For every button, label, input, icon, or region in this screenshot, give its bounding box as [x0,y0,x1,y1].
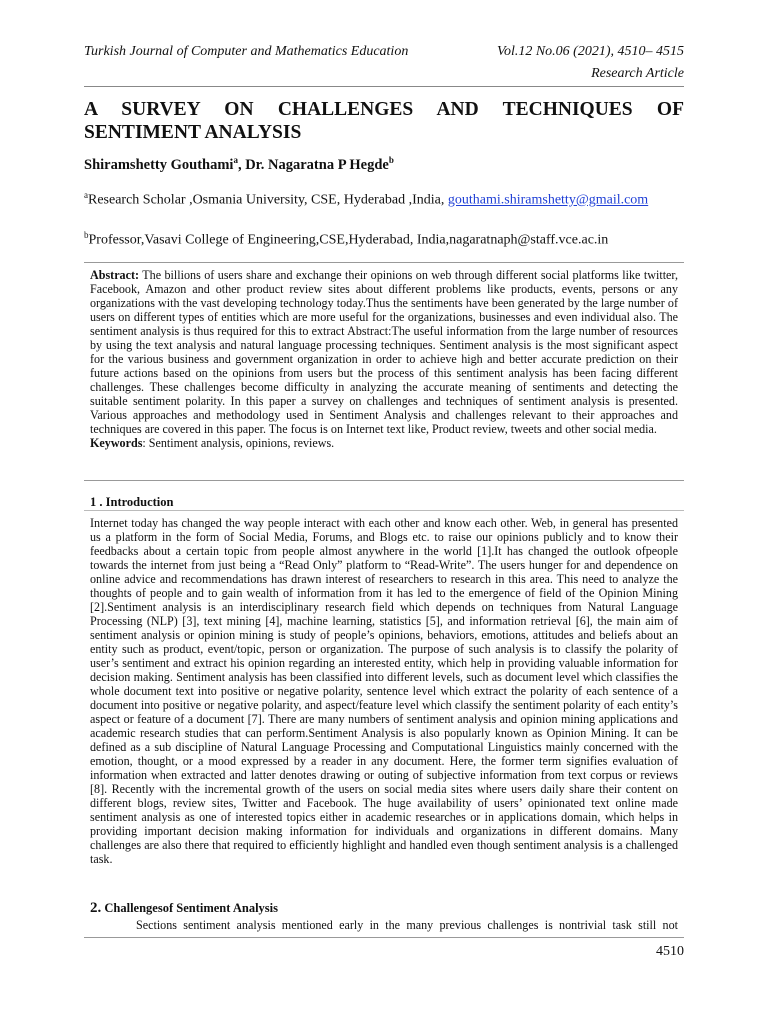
section-2-heading [90,900,278,917]
section-2-number: 2. [90,900,102,916]
paper-title: A SURVEY ON CHALLENGES AND TECHNIQUES OF SENTIMENT ANALYSIS [84,99,684,143]
affiliation-b-superscript: b [84,230,89,240]
affiliation-b [84,230,608,249]
author-1: Shiramshetty Gouthami [84,156,234,173]
abstract-paragraph [90,268,678,436]
affiliation-b-text: Professor,Vasavi College of Engineering,CSE,Hyderabad, India,nagaratnaph@staff.vce.ac.in [88,232,609,248]
section-2-title: Challengesof Sentiment Analysis [104,901,279,915]
journal-name: Turkish Journal of Computer and Mathematics Education [84,44,409,59]
author-email-link[interactable]: gouthami.shiramshetty@gmail.com [447,192,649,208]
author-separator: , [237,156,246,173]
header-rule [84,86,684,87]
running-header [84,44,684,90]
author-line [84,155,394,174]
affiliation-a-text: Research Scholar ,Osmania University, CSE, Hyderabad ,India, [88,192,448,208]
section-2-body: Sections sentiment analysis mentioned early in the many previous challenges is nontrivial task still not [136,918,678,932]
author-2-superscript: b [388,155,394,165]
author-1-superscript: a [233,155,238,165]
footer-rule [84,937,684,938]
section-1-rule [84,510,684,511]
keywords-text: : Sentiment analysis, opinions, reviews. [142,436,335,450]
section-1-body: Internet today has changed the way people interact with each other and know each other. Web, in general has presented us a platform in the form of Social Media, Forums, and Blogs etc. to raise our opinions publicly and to know their feedbacks about a certain topic from people almost anywhere in the world [1].It has changed the outlook ofpeople towards the internet from just being a “Read Only” platform to “Read-Write”. The users hunger for and dependence on online advice and recommendations has drawn interest of researchers to research in this area. This need to analyze the thoughts of people and to gain wealth of information from it has led to the emergence of field of the Opinion Mining [2].Sentiment analysis is an interdisciplinary research field which depends on techniques from Natural Language Processing (NLP) [3], text mining [4], machine learning, statistics [5], and information retrieval [6], the main aim of sentiment analysis or opinion mining is study of people’s opinions, behaviors, emotions, attitudes and beliefs about an entity such as product, event/topic, person or organization. The purpose of such analysis is to classify the polarity of user’s sentiment and extract his opinion regarding an interested entity, which help in providing valuable information for decision making. Sentiment analysis has been classified into different levels, such as document level which classifies the whole document text into positive or negative polarity, sentence level which extract the polarity of each sentence of a document into positive or negative polarity, and aspect/feature level which classify the sentiment polarity of each entity’s aspect or feature of a document [7]. There are many numbers of sentiment analysis and opinion mining applications and academic research studies that can perform.Sentiment Analysis is also popularly known as Opinion Mining. It can be defined as a sub discipline of Natural Language Processing and Computational Linguistics mainly concerned with the emotion, thought, or a mood expressed by a reader in any document. Here, the former term signifies evaluation of information when extracted and latter denotes drawing or outing of subjective information from text corpus or reviews [8]. Recently with the incremental growth of the users on social media sites where users daily share their content on different blogs, review sites, Twitter and Facebook. The huge availability of users’ opinionated text online made sentiment analysis as one of interested topics either in academic researches or in applications domain, which helps in providing important decision making information for individuals and organizations in different domains. Many challenges are also there that required to efficiently highlight and handled even though sentiment analysis is a challenged task. [90,516,678,866]
abstract-label: Abstract: [90,268,140,282]
section-1-heading: 1 . Introduction [90,495,174,509]
volume-info: Vol.12 No.06 (2021), 4510– 4515 [496,44,684,59]
keywords-paragraph [90,436,678,450]
affiliation-a [84,190,648,209]
abstract-box [84,262,684,481]
abstract-text: The billions of users share and exchange their opinions on web through different social platforms like twitter, Facebook, Amazon and other product review sites about different problems like products, events, persons or any organizations with the vast developing technology today.Thus the sentiments have been generated by the large number of users on different types of entities which are more useful for the organizations, businesses and even individual also. The sentiment analysis is thus required for this to extract Abstract:The useful information from the large number of resources by using the text analysis and natural language processing techniques. Sentiment analysis is the most significant aspect for the various business and government organization in order to achieve high and better accurate prediction on their future actions based on the opinions from users but the process of this sentiment analysis has been facing different challenges. These challenges become difficulty in analyzing the accurate meaning of sentiments and detecting the suitable sentiment polarity. In this paper a survey on challenges and techniques of sentiment analysis is presented. Various approaches and methodology used in Sentiment Analysis and challenges relevant to their approaches and techniques are covered in this paper. The focus is on Internet text like, Product review, tweets and other social media. [90,268,678,436]
keywords-label: Keywords [90,436,143,450]
page-number: 4510 [656,944,684,959]
author-2: Dr. Nagaratna P Hegde [245,156,389,173]
article-type: Research Article [591,66,684,81]
affiliation-a-superscript: a [84,190,88,200]
